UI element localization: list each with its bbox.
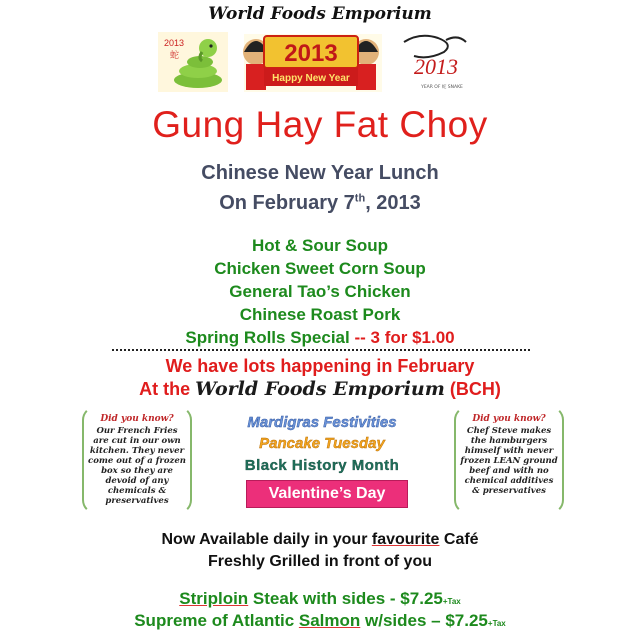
cafe-favourite: favourite — [371, 531, 440, 548]
french-fries-note: Our French Fries are cut in our own kitchen. They never come out of a frozen box so they are devoid of any chemicals & preservatives — [88, 426, 186, 506]
happy-new-year-text: Happy New Year — [272, 73, 350, 84]
date-prefix: On February 7 — [219, 192, 355, 214]
salmon-word: Salmon — [298, 611, 361, 630]
steak-rest: Steak with sides - $7.25 — [248, 589, 443, 608]
banner-artwork — [158, 30, 474, 94]
steak-tax: +Tax — [442, 597, 461, 606]
event-mardigras: Mardigras Festivities — [247, 414, 397, 431]
dotted-divider — [112, 349, 530, 351]
event-black-history: Black History Month — [244, 457, 400, 474]
cafe-prefix: Now Available daily in your — [161, 531, 372, 548]
snake-char-text: 蛇 — [170, 51, 180, 61]
right-year-text: 2013 — [414, 54, 458, 79]
did-you-know-title: Did you know? — [100, 414, 174, 424]
date-ordinal: th — [354, 192, 366, 205]
right-caption-text: YEAR OF 蛇 SNAKE — [421, 85, 463, 90]
salmon-rest: w/sides – $7.25 — [360, 611, 488, 630]
event-valentine: Valentine’s Day — [246, 480, 408, 508]
event-pancake: Pancake Tuesday — [259, 435, 385, 452]
cafe-availability — [0, 529, 640, 551]
salmon-special — [0, 610, 640, 635]
center-year-text: 2013 — [284, 40, 338, 67]
page-title: Gung Hay Fat Choy — [152, 104, 488, 145]
lunch-heading: Chinese New Year Lunch — [201, 162, 439, 184]
spring-rolls-special — [0, 326, 640, 349]
at-the-text: At the — [139, 379, 196, 399]
special-price: 3 for $1.00 — [370, 328, 455, 347]
striploin-word: Striploin — [179, 589, 249, 608]
store-name: World Foods Emporium — [195, 378, 445, 400]
special-dash: -- — [349, 328, 371, 347]
store-header: World Foods Emporium — [208, 4, 432, 24]
date-suffix: , 2013 — [365, 192, 421, 214]
salmon-tax: +Tax — [487, 619, 506, 628]
salmon-prefix: Supreme of Atlantic — [134, 611, 299, 630]
did-you-know-left — [82, 406, 192, 514]
new-year-banner — [158, 30, 474, 94]
menu-item: Hot & Sour Soup — [252, 236, 388, 255]
february-heading: We have lots happening in February — [165, 356, 475, 376]
did-you-know-title: Did you know? — [472, 414, 546, 424]
special-label: Spring Rolls Special — [185, 328, 350, 347]
menu-item: Chicken Sweet Corn Soup — [214, 259, 426, 278]
snake-year-text: 2013 — [164, 38, 185, 48]
did-you-know-right — [454, 406, 564, 514]
menu-item: General Tao’s Chicken — [229, 282, 411, 301]
lunch-date — [0, 192, 640, 215]
store-code: (BCH) — [444, 379, 501, 399]
hamburger-note: Chef Steve makes the hamburgers himself with never frozen LEAN ground beef and with no chemical additives & preservatives — [460, 426, 558, 496]
freshly-grilled: Freshly Grilled in front of you — [207, 553, 432, 570]
menu-list — [0, 234, 640, 349]
store-line — [0, 378, 640, 400]
menu-item: Chinese Roast Pork — [239, 305, 401, 324]
cafe-suffix: Café — [439, 531, 479, 548]
